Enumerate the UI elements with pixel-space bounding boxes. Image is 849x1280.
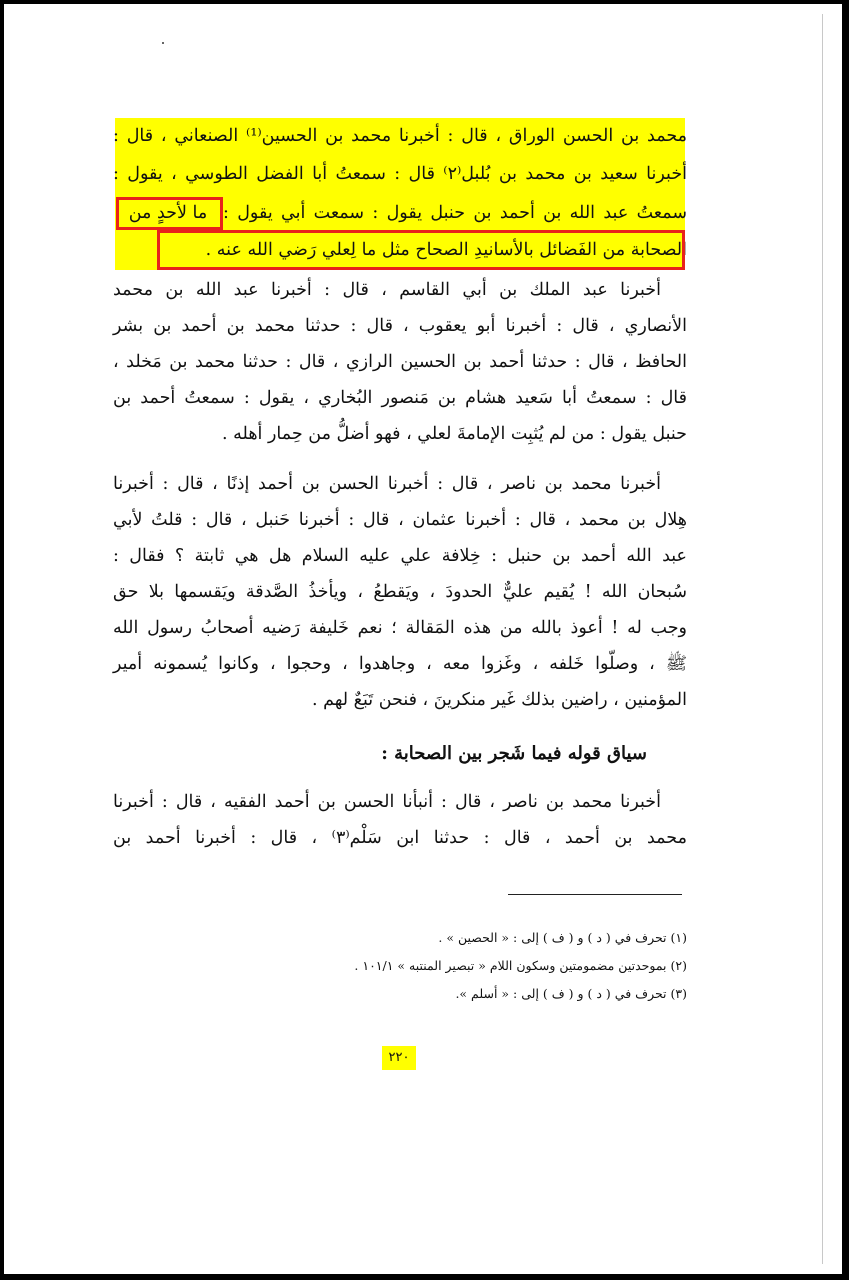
text-line: الصحابة من الفَضائل بالأسانيدِ الصحاح مثل ما لِعلي رَضي الله عنه . [205, 240, 687, 260]
scan-speck [162, 42, 164, 44]
footnote: (٣) تحرف في ( د ) و ( ف ) إلى : « أسلم ». [455, 986, 687, 1001]
red-box-line [157, 230, 685, 270]
text-line: الحافظ ، قال : حدثنا أحمد بن الحسين الرازي ، قال : حدثنا محمد بن مَخلد ، [113, 352, 687, 372]
scan-edge-line [822, 14, 823, 1264]
text-line: عبد الله أحمد بن حنبل : خِلافة علي عليه السلام هل هي ثابتة ؟ فقال : [113, 546, 687, 566]
footnote-separator [508, 894, 682, 895]
text-line: أخبرنا محمد بن ناصر ، قال : أنبأنا الحسن بن أحمد الفقيه ، قال : أخبرنا [113, 792, 661, 812]
section-heading: سياق قوله فيما شَجر بين الصحابة : [381, 743, 647, 764]
text-line: أخبرنا عبد الملك بن أبي القاسم ، قال : أخبرنا عبد الله بن محمد [113, 280, 661, 300]
red-box-phrase [116, 197, 223, 230]
text-line: سُبحان الله ! يُقيم عليٌّ الحدودَ ، ويَقطعُ ، ويأخذُ الصَّدقة ويَقسمها بلا حق [113, 582, 687, 602]
text-line: قال : سمعتُ أبا سَعيد هشام بن مَنصور البُخاري ، يقول : سمعتُ أحمد بن [113, 388, 687, 408]
text-line: محمد بن الحسن الوراق ، قال : أخبرنا محمد بن الحسين⁽¹⁾ الصنعاني ، قال : [113, 126, 687, 146]
text-line: سمعتُ عبد الله بن أحمد بن حنبل يقول : سمعت أبي يقول : [223, 203, 687, 223]
page-number: ٢٢٠ [382, 1046, 416, 1070]
footnote: (٢) بموحدتين مضمومتين وسكون اللام « تبصير المنتبه » ١٠١/١ . [354, 958, 687, 973]
text-line: الأنصاري ، قال : أخبرنا أبو يعقوب ، قال : حدثنا محمد بن أحمد بن بشر [113, 316, 687, 336]
text-line: هِلال بن محمد ، قال : أخبرنا عثمان ، قال : أخبرنا حَنبل ، قال : قلتُ لأبي [113, 510, 687, 530]
text-line: حنبل يقول : من لم يُثبِت الإمامةَ لعلي ، فهو أضلُّ من حِمار أهله . [222, 424, 687, 444]
footnote: (١) تحرف في ( د ) و ( ف ) إلى : « الحصين » . [438, 930, 687, 945]
boxed-phrase: ما لأحدٍ من [128, 203, 208, 223]
text-line: المؤمنين ، راضين بذلك غَير منكرينَ ، فنحن تَبَعٌ لهم . [311, 690, 687, 710]
text-line: أخبرنا سعيد بن محمد بن بُلبل⁽٢⁾ قال : سمعتُ أبا الفضل الطوسي ، يقول : [113, 164, 688, 184]
text-line: ﷺ ، وصلّوا خَلفه ، وغَزوا معه ، وجاهدوا ، وحجوا ، وكانوا يُسمونه أمير [113, 654, 687, 674]
text-line: محمد بن أحمد ، قال : حدثنا ابن سَلْم⁽٣⁾ ، قال : أخبرنا أحمد بن [113, 828, 687, 848]
text-line: وجب له ! أعوذ بالله من هذه المَقالة ؛ نعم خَليفة رَضيه أصحابُ رسول الله [113, 618, 687, 638]
text-line: أخبرنا محمد بن ناصر ، قال : أخبرنا الحسن بن أحمد إذنًا ، قال : أخبرنا [113, 474, 661, 494]
